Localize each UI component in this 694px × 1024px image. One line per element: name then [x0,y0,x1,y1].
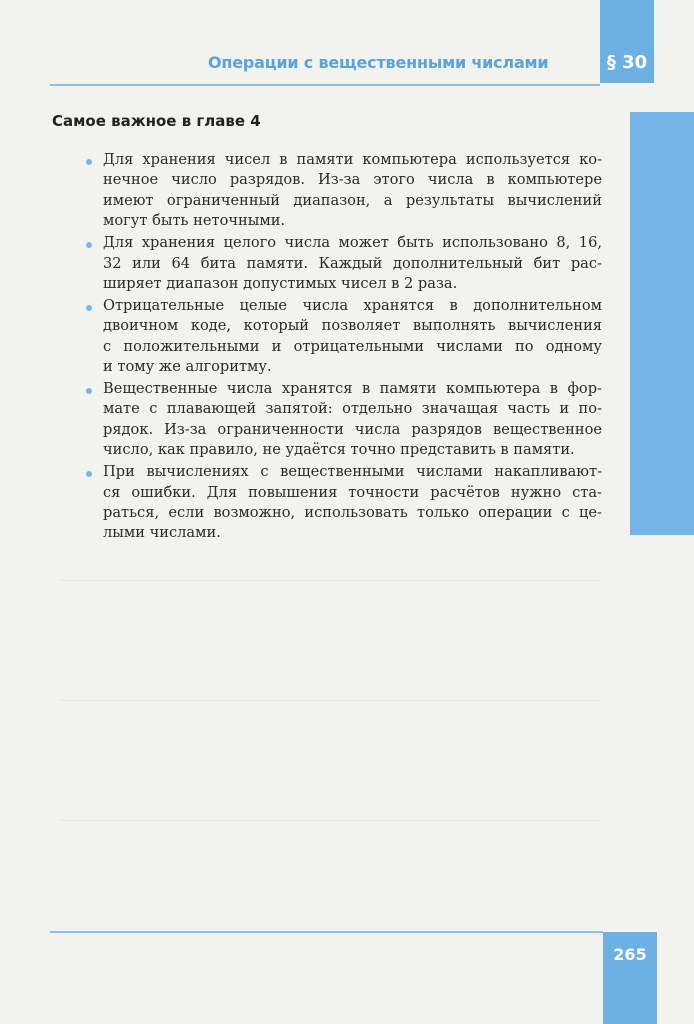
side-tab-marker [630,112,694,535]
summary-list-item [88,296,602,378]
header-divider [50,84,600,86]
bullet-icon [86,388,92,394]
text-line: рядок. Из-за ограниченности числа разрядов вещественное [103,420,602,438]
footer-divider [50,931,603,933]
text-line: 32 или 64 бита памяти. Каждый дополнительный бит рас- [103,254,602,272]
bullet-icon [86,305,92,311]
text-line: с положительными и отрицательными числами по одному [103,337,602,355]
bleed-through-line [60,580,600,581]
text-line: Для хранения чисел в памяти компьютера используется ко- [103,151,602,168]
bleed-through-line [60,700,600,701]
summary-list [88,150,602,545]
summary-list-item [88,150,602,232]
page-number: 265 [613,945,647,964]
text-line: нечное число разрядов. Из-за этого числа в компьютере [103,171,602,189]
text-line: мате с плавающей запятой: отдельно значащая часть и по- [103,400,602,418]
text-line: ся ошибки. Для повышения точности расчётов нужно ста- [103,483,602,501]
text-line: ширяет диапазон допустимых чисел в 2 раза. [103,274,458,292]
section-number: § 30 [606,52,648,73]
bullet-icon [86,159,92,165]
bleed-through-line [60,820,600,821]
text-line: При вычислениях с вещественными числами накапливают- [103,463,602,481]
text-line: двоичном коде, который позволяет выполнять вычисления [103,317,602,335]
text-line: лыми числами. [103,524,221,542]
bullet-icon [86,471,92,477]
chapter-summary-heading: Самое важное в главе 4 [52,112,261,130]
text-line: число, как правило, не удаётся точно представить в памяти. [103,441,575,459]
text-line: имеют ограниченный диапазон, а результаты вычислений [103,191,602,209]
text-line: Вещественные числа хранятся в памяти компьютера в фор- [103,379,602,397]
text-line: и тому же алгоритму. [103,358,272,376]
section-number-box [600,0,654,83]
text-line: Для хранения целого числа может быть использовано 8, 16, [103,234,602,252]
text-line: Отрицательные целые числа хранятся в дополнительном [103,296,602,314]
page-number-box [603,932,657,1024]
summary-list-item [88,233,602,294]
running-header-title: Операции с вещественными числами [208,53,549,72]
text-line: могут быть неточными. [103,212,286,230]
text-line: раться, если возможно, использовать только операции с це- [103,503,602,521]
summary-list-item [88,379,602,461]
summary-list-item [88,462,602,544]
bullet-icon [86,242,92,248]
